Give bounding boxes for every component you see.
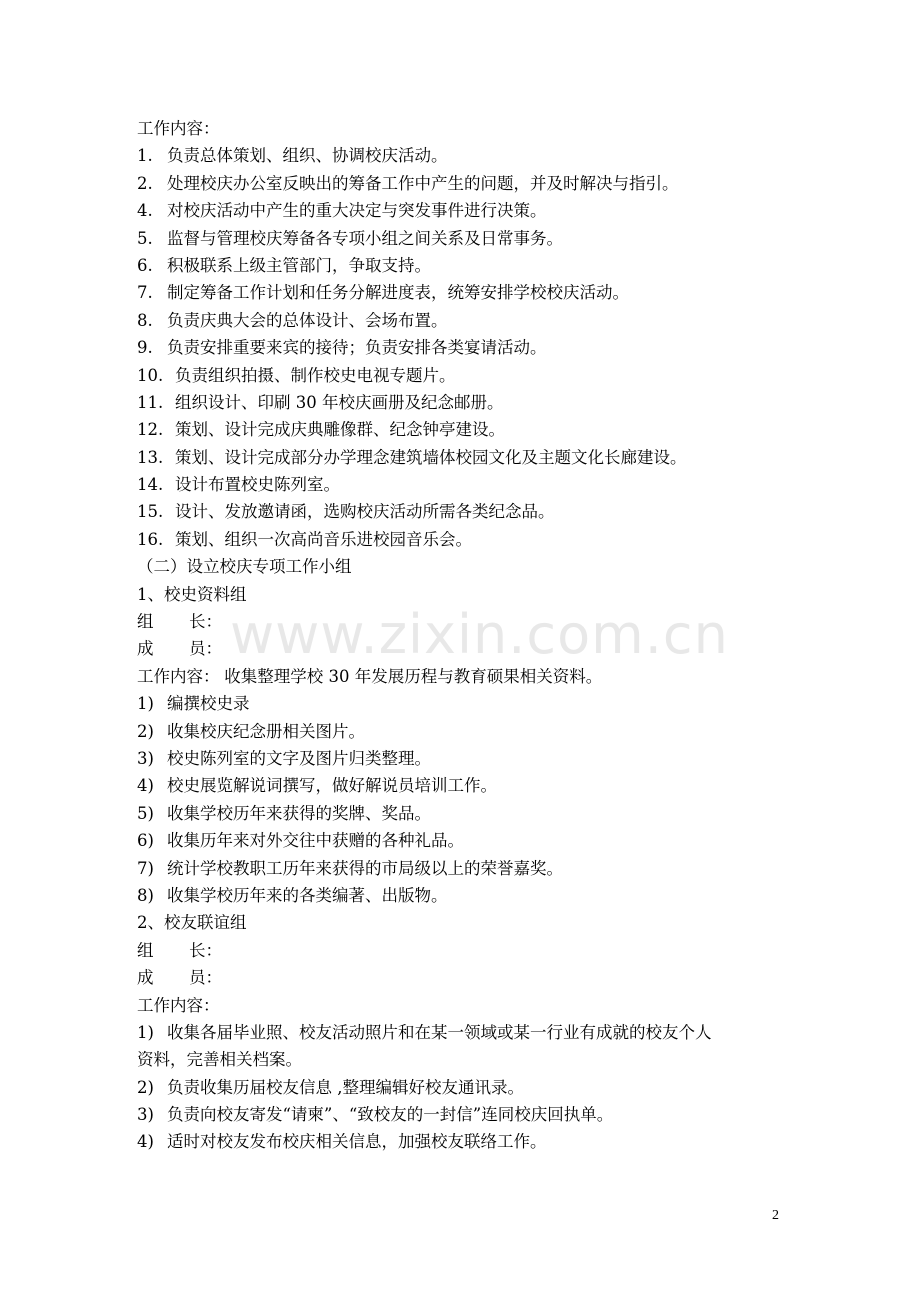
- list-item: 1) 收集各届毕业照、校友活动照片和在某一领域或某一行业有成就的校友个人: [137, 1022, 712, 1042]
- list-item: 8. 负责庆典大会的总体设计、会场布置。: [137, 310, 448, 330]
- list-item: 4) 适时对校友发布校庆相关信息，加强校友联络工作。: [137, 1132, 547, 1152]
- list-item: 12. 策划、设计完成庆典雕像群、纪念钟亭建设。: [137, 420, 505, 440]
- list-item: 7) 统计学校教职工历年来获得的市局级以上的荣誉嘉奖。: [137, 858, 563, 878]
- list-item-continuation: 资料，完善相关档案。: [137, 1050, 302, 1070]
- group2-list: [137, 1019, 797, 1156]
- list-item: 2) 收集校庆纪念册相关图片。: [137, 721, 365, 741]
- group2-title: 2、校友联谊组: [137, 913, 247, 933]
- list-item: 6) 收集历年来对外交往中获赠的各种礼品。: [137, 831, 464, 851]
- list-item: 4. 对校庆活动中产生的重大决定与突发事件进行决策。: [137, 201, 547, 221]
- list-item: 14. 设计布置校史陈列室。: [137, 475, 340, 495]
- group1-list: [137, 690, 797, 909]
- document-body: [137, 115, 797, 1156]
- list-item: 4) 校史展览解说词撰写，做好解说员培训工作。: [137, 776, 497, 796]
- list-item: 1. 负责总体策划、组织、协调校庆活动。: [137, 146, 448, 166]
- list-item: 3) 负责向校友寄发“请柬”、“致校友的一封信”连同校庆回执单。: [137, 1105, 614, 1125]
- list-item: 7. 制定筹备工作计划和任务分解进度表，统筹安排学校校庆活动。: [137, 283, 629, 303]
- list-item: 15. 设计、发放邀请函，选购校庆活动所需各类纪念品。: [137, 502, 555, 522]
- group2-work-label: 工作内容：: [137, 995, 220, 1015]
- page-number: 2: [772, 1208, 779, 1223]
- group1-work-row: 工作内容： 收集整理学校 30 年发展历程与教育硕果相关资料。: [137, 666, 603, 686]
- list-item: 6. 积极联系上级主管部门，争取支持。: [137, 255, 431, 275]
- list-item: 16. 策划、组织一次高尚音乐进校园音乐会。: [137, 529, 472, 549]
- list-item: 1) 编撰校史录: [137, 694, 250, 714]
- list-item: 3) 校史陈列室的文字及图片归类整理。: [137, 748, 431, 768]
- group1-title: 1、校史资料组: [137, 584, 247, 604]
- group1-leader-row: 组 长：: [137, 612, 222, 632]
- list-item: 13. 策划、设计完成部分办学理念建筑墙体校园文化及主题文化长廊建设。: [137, 447, 687, 467]
- list-item: 2) 负责收集历届校友信息 ,整理编辑好校友通讯录。: [137, 1077, 524, 1097]
- section2-heading: （二）设立校庆专项工作小组: [137, 557, 352, 577]
- list-item: 9. 负责安排重要来宾的接待；负责安排各类宴请活动。: [137, 338, 547, 358]
- group2-leader-row: 组 长：: [137, 940, 222, 960]
- section1-list: [137, 142, 797, 553]
- list-item: 2. 处理校庆办公室反映出的筹备工作中产生的问题，并及时解决与指引。: [137, 173, 679, 193]
- list-item: 11. 组织设计、印刷 30 年校庆画册及纪念邮册。: [137, 392, 504, 412]
- list-item: 5. 监督与管理校庆筹备各专项小组之间关系及日常事务。: [137, 228, 563, 248]
- section1-heading: 工作内容：: [137, 119, 220, 138]
- group2-member-row: 成 员：: [137, 968, 222, 988]
- watermark: www.zixin.com.cn: [230, 603, 729, 666]
- list-item: 10. 负责组织拍摄、制作校史电视专题片。: [137, 365, 456, 385]
- group1-member-row: 成 员：: [137, 639, 222, 659]
- list-item: 5) 收集学校历年来获得的奖牌、奖品。: [137, 803, 431, 823]
- list-item: 8) 收集学校历年来的各类编著、出版物。: [137, 885, 448, 905]
